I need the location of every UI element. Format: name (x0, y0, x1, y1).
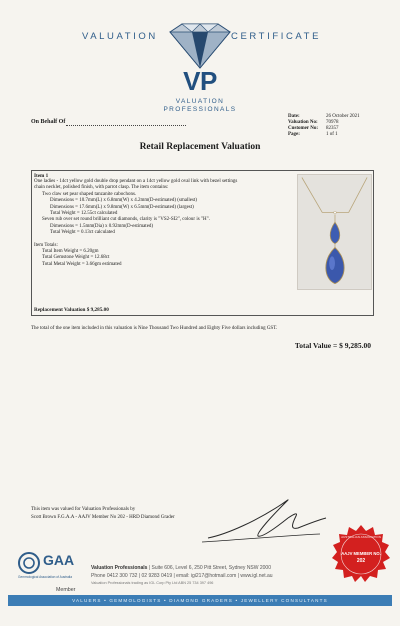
company-name: Valuation Professionals (91, 565, 148, 571)
meta-value: 70978 (326, 120, 339, 125)
certification-line: This item was valued for Valuation Professionals by (31, 507, 136, 512)
total-value: Total Value = $ 9,285.00 (294, 341, 371, 350)
item-line: chain necklet, polished finish, with parrot clasp. The item contains: (34, 185, 169, 191)
meta-row-page (288, 132, 360, 138)
logo-sub-valuation: VALUATION (175, 98, 225, 105)
gaa-subtitle: Gemmological Association of Australia (18, 575, 73, 579)
meta-key: Date: (288, 114, 300, 119)
company-trading: Valuation Professionals trading as IGL Corp Pty Ltd ABN 25 734 397 496 (91, 581, 214, 586)
logo-sub-professionals: PROFESSIONALS (163, 106, 237, 113)
item-line: Dimensions = 1.5mm(Dia) x 0.92mm(D-estimated) (50, 223, 154, 229)
meta-value: 26 October 2021 (326, 114, 360, 119)
valuer-signature (198, 490, 328, 548)
gaa-logo-text: GAA (43, 552, 75, 568)
seal-member-text: AAJV MEMBER NO. (341, 551, 381, 556)
on-behalf-of-label: On Behalf Of (31, 119, 66, 125)
diamond-logo-icon (164, 22, 236, 70)
footer-services-bar: VALUERS • GEMMOLOGISTS • DIAMOND GRADERS • JEWELLERY CONSULTANTS (8, 595, 392, 606)
logo-vp: VP (183, 66, 217, 96)
on-behalf-of-line (66, 125, 186, 126)
item-line: Total Gemstone Weight = 12.68ct (42, 255, 110, 261)
company-details (91, 565, 273, 588)
valuation-summary: The total of the one item included in this valuation is Nine Thousand Two Hundred and Eighty Five dollars including GST. (31, 326, 278, 331)
header-valuation: VALUATION (82, 31, 158, 42)
item-totals-heading: Item Totals: (34, 242, 58, 248)
document-meta (288, 114, 360, 138)
meta-value: 1 of 1 (326, 132, 338, 137)
seal-top-text: AUSTRALIAN ASSOCIATION (341, 535, 381, 539)
item-line: One ladies - 14ct yellow gold double drop pendant on a 14ct yellow gold oval link with bezel settings (34, 179, 238, 184)
aajv-seal-icon (331, 524, 391, 584)
seal-member-number: 202 (356, 558, 366, 564)
meta-key: Customer No: (288, 126, 319, 131)
item-line: Total Weight = 0.13ct calculated (50, 230, 115, 236)
header-certificate: CERTIFICATE (231, 31, 322, 42)
meta-key: Page: (288, 132, 300, 137)
item-line: Two claw set pear shaped tanzanite cabochons. (42, 191, 137, 197)
item-line: Total Item Weight = 6.20gm (42, 249, 99, 255)
company-address (91, 565, 273, 573)
member-label: Member (56, 587, 76, 593)
certification-line: Scott Brown F.G.A.A - AAJV Member No 202 - HRD Diamond Grader (31, 514, 175, 520)
address-text: | Suite 606, Level 6, 250 Pitt Street, Sydney NSW 2000 (147, 565, 271, 571)
company-contact: Phone 0412 300 732 | 02 9283 0419 | email: igi217@hotmail.com | www.igl.net.au (91, 572, 273, 579)
valuer-certification (31, 506, 175, 521)
item-line: Dimensions = 17.6mm(L) x 9.8mm(W) x 6.5mm(D-estimated) (largest) (50, 204, 194, 210)
meta-key: Valuation No: (288, 120, 318, 125)
item-line: Seven rub over set round brilliant cut diamonds, clarity is "VS2-SI2", colour is "H". (42, 217, 210, 223)
item-line: Total Metal Weight = 3.66gm estimated (42, 261, 122, 267)
document-title: Retail Replacement Valuation (139, 142, 261, 152)
item-heading: Item 1 (34, 173, 49, 179)
replacement-valuation: Replacement Valuation $ 9,285.00 (34, 307, 109, 313)
gaa-logo-icon (18, 552, 40, 574)
pendant-photo (297, 174, 372, 290)
item-description (34, 179, 296, 268)
item-line: Dimensions = 10.7mm(L) x 6.8mm(W) x 4.2mm(D-estimated) (smallest) (50, 198, 197, 204)
item-line: Total Weight = 12.55ct calculated (50, 211, 118, 217)
meta-value: 82357 (326, 126, 339, 131)
